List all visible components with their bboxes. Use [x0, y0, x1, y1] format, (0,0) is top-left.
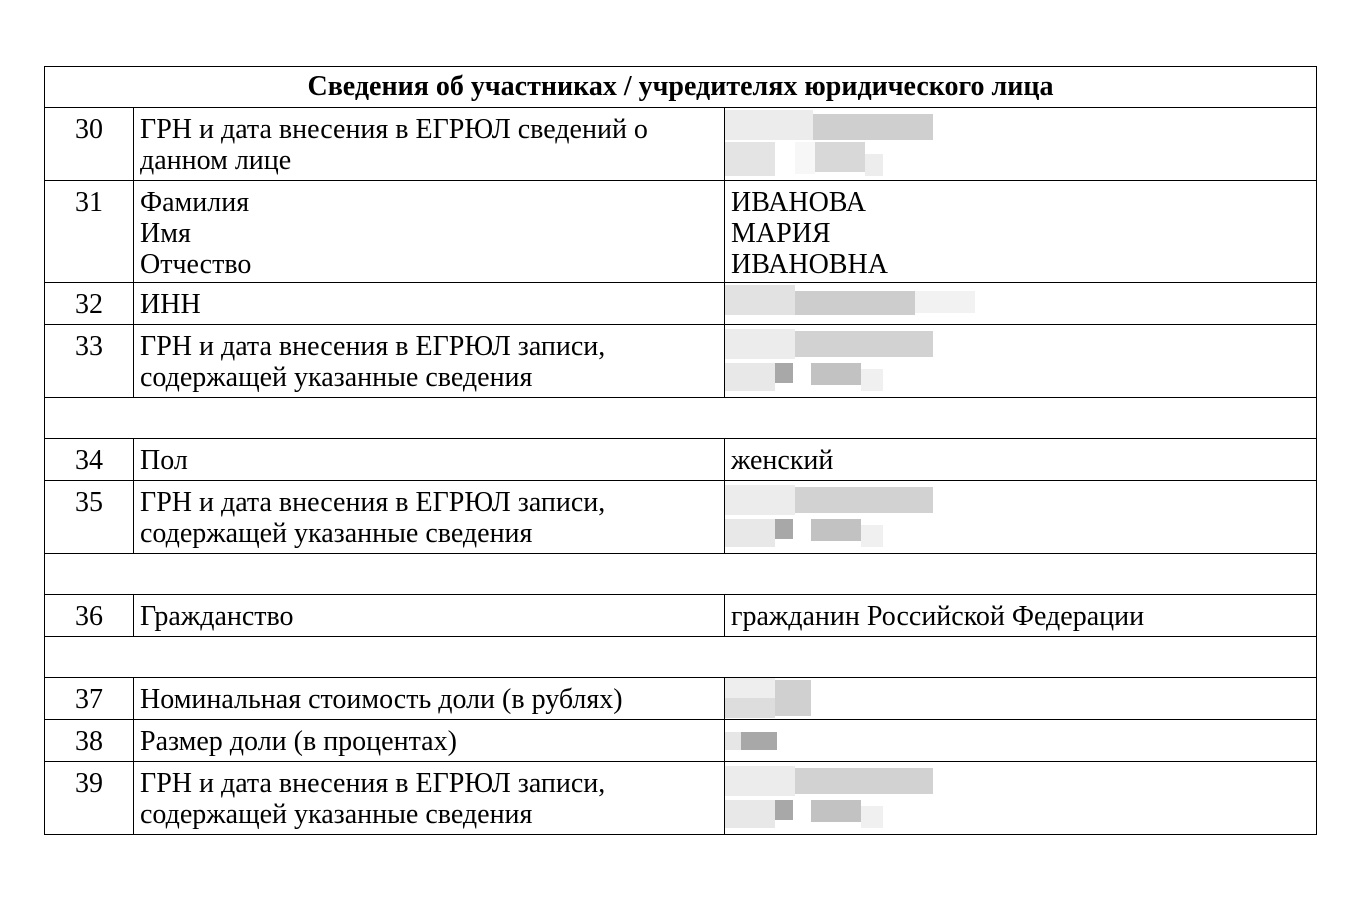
redacted-value	[725, 283, 1317, 325]
egrul-extract-sheet	[44, 66, 1316, 835]
row-label: ИНН	[134, 283, 725, 325]
row-label-line: содержащей указанные сведения	[140, 362, 533, 393]
first-name-value: МАРИЯ	[731, 218, 831, 249]
table-row	[45, 439, 1317, 481]
redaction-blur	[725, 108, 945, 180]
row-label	[134, 481, 725, 554]
row-number: 35	[45, 481, 134, 554]
row-label	[134, 325, 725, 398]
redacted-value	[725, 108, 1317, 181]
table-row	[45, 481, 1317, 554]
table-row	[45, 678, 1317, 720]
row-number: 32	[45, 283, 134, 325]
redaction-blur	[725, 678, 845, 718]
row-label: Размер доли (в процентах)	[134, 720, 725, 762]
row-label: Номинальная стоимость доли (в рублях)	[134, 678, 725, 720]
table-row	[45, 181, 1317, 283]
citizenship-value: гражданин Российской Федерации	[725, 595, 1317, 637]
redaction-blur	[725, 762, 945, 834]
row-number: 36	[45, 595, 134, 637]
row-label-line: Имя	[140, 218, 191, 249]
row-number: 38	[45, 720, 134, 762]
row-number: 34	[45, 439, 134, 481]
full-name-value	[725, 181, 1317, 283]
section-title: Сведения об участниках / учредителях юридического лица	[45, 67, 1317, 108]
row-number: 39	[45, 762, 134, 835]
table-row	[45, 720, 1317, 762]
row-number: 31	[45, 181, 134, 283]
spacer-row	[45, 398, 1317, 439]
row-label-line: содержащей указанные сведения	[140, 518, 533, 549]
empty-cell	[45, 398, 1317, 439]
table-row	[45, 325, 1317, 398]
row-number: 30	[45, 108, 134, 181]
row-label-line: содержащей указанные сведения	[140, 799, 533, 830]
table-row	[45, 595, 1317, 637]
spacer-row	[45, 637, 1317, 678]
redacted-value	[725, 762, 1317, 835]
empty-cell	[45, 637, 1317, 678]
empty-cell	[45, 554, 1317, 595]
row-label-line: ГРН и дата внесения в ЕГРЮЛ сведений о	[140, 114, 648, 145]
spacer-row	[45, 554, 1317, 595]
table-row	[45, 108, 1317, 181]
redaction-blur	[725, 720, 785, 760]
table-row	[45, 283, 1317, 325]
row-label-line: ГРН и дата внесения в ЕГРЮЛ записи,	[140, 768, 606, 799]
row-label-line: данном лице	[140, 145, 292, 176]
row-label-line: Фамилия	[140, 187, 250, 218]
row-label	[134, 108, 725, 181]
row-label-line: Отчество	[140, 249, 252, 280]
row-number: 37	[45, 678, 134, 720]
row-label	[134, 181, 725, 283]
surname-value: ИВАНОВА	[731, 187, 866, 218]
redacted-value	[725, 720, 1317, 762]
redacted-value	[725, 678, 1317, 720]
founders-table	[44, 66, 1317, 835]
redaction-blur	[725, 325, 945, 397]
row-label-line: ГРН и дата внесения в ЕГРЮЛ записи,	[140, 487, 606, 518]
row-label	[134, 762, 725, 835]
row-number: 33	[45, 325, 134, 398]
row-label: Пол	[134, 439, 725, 481]
patronymic-value: ИВАНОВНА	[731, 249, 888, 280]
redacted-value	[725, 481, 1317, 554]
redaction-blur	[725, 481, 945, 553]
row-label-line: ГРН и дата внесения в ЕГРЮЛ записи,	[140, 331, 606, 362]
section-header-row	[45, 67, 1317, 108]
redacted-value	[725, 325, 1317, 398]
table-row	[45, 762, 1317, 835]
redaction-blur	[725, 283, 985, 323]
row-label: Гражданство	[134, 595, 725, 637]
gender-value: женский	[725, 439, 1317, 481]
